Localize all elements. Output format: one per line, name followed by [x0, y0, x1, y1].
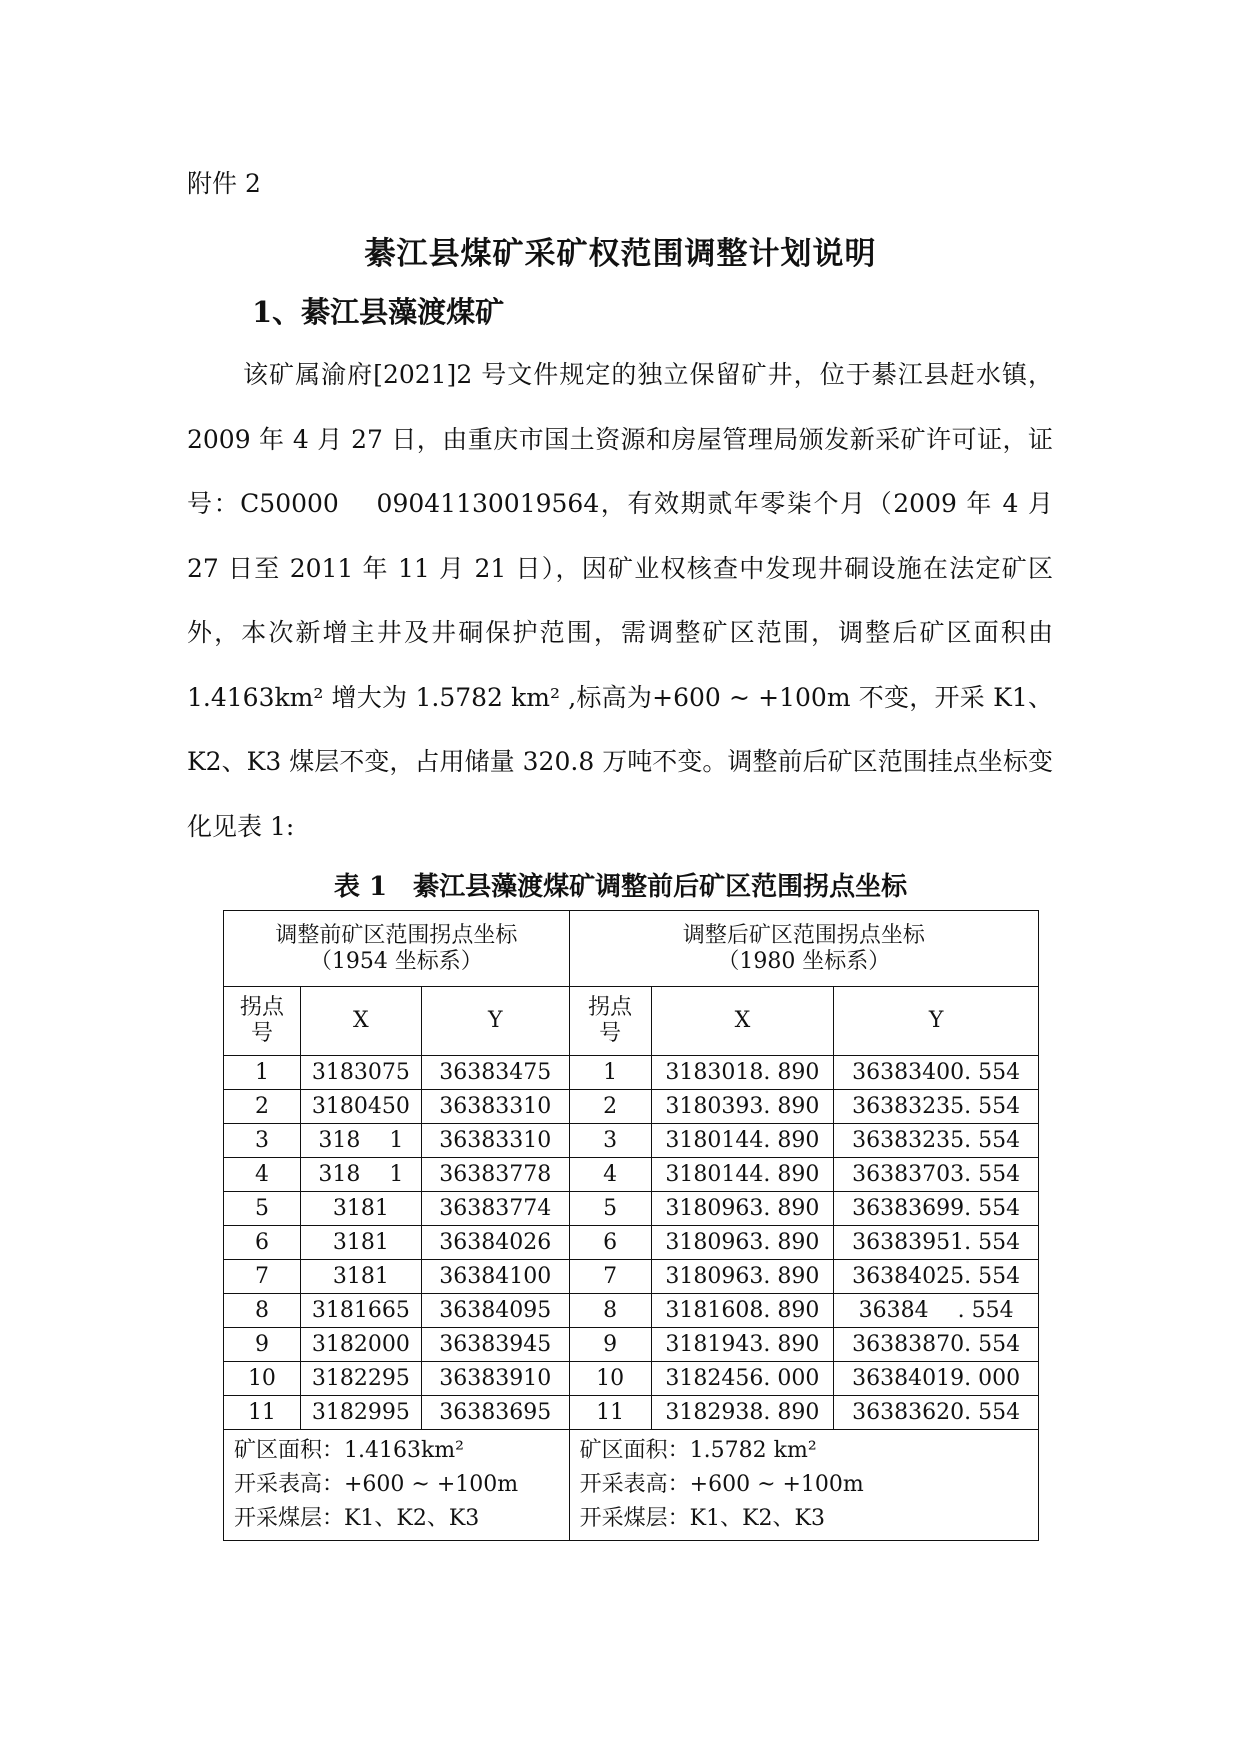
cell-point-after: 5	[569, 1192, 651, 1226]
cell-x-after: 3180963. 890	[651, 1260, 834, 1294]
table-row	[224, 1124, 1039, 1158]
cell-point-before: 7	[224, 1260, 301, 1294]
cell-point-before: 10	[224, 1362, 301, 1396]
table-column-header-row	[224, 987, 1039, 1056]
cell-point-before: 1	[224, 1056, 301, 1090]
cell-y-after: 36384 . 554	[834, 1294, 1039, 1328]
col-point-after: 拐点号	[569, 987, 651, 1056]
table-group-header-row	[224, 911, 1039, 987]
before-seams: 开采煤层：K1、K2、K3	[234, 1506, 480, 1531]
cell-point-after: 4	[569, 1158, 651, 1192]
cell-y-before: 36383945	[421, 1328, 569, 1362]
attachment-label: 附件 2	[187, 169, 261, 198]
before-system: （1954 坐标系）	[309, 948, 483, 974]
cell-point-after: 8	[569, 1294, 651, 1328]
before-header: 调整前矿区范围拐点坐标	[275, 922, 518, 948]
cell-point-after: 6	[569, 1226, 651, 1260]
after-area: 矿区面积：1.5782 km²	[579, 1438, 817, 1463]
cell-y-before: 36383774	[421, 1192, 569, 1226]
after-system: （1980 坐标系）	[717, 948, 891, 974]
cell-y-before: 36383310	[421, 1090, 569, 1124]
after-elevation: 开采表高：+600 ~ +100m	[579, 1472, 864, 1497]
cell-x-after: 3180963. 890	[651, 1226, 834, 1260]
col-point-before: 拐点号	[224, 987, 301, 1056]
before-area: 矿区面积：1.4163km²	[234, 1438, 464, 1463]
table-row	[224, 1056, 1039, 1090]
cell-x-before: 318 1	[300, 1158, 421, 1192]
cell-y-before: 36384095	[421, 1294, 569, 1328]
cell-x-after: 3183018. 890	[651, 1056, 834, 1090]
cell-point-after: 10	[569, 1362, 651, 1396]
cell-y-after: 36384019. 000	[834, 1362, 1039, 1396]
cell-y-after: 36383951. 554	[834, 1226, 1039, 1260]
table-row	[224, 1362, 1039, 1396]
table-row	[224, 1396, 1039, 1430]
cell-x-after: 3180393. 890	[651, 1090, 834, 1124]
after-summary	[569, 1430, 1038, 1541]
cell-point-before: 6	[224, 1226, 301, 1260]
cell-y-before: 36383475	[421, 1056, 569, 1090]
cell-x-before: 3181	[300, 1260, 421, 1294]
cell-y-before: 36384026	[421, 1226, 569, 1260]
col-y-after: Y	[834, 987, 1039, 1056]
cell-y-before: 36383910	[421, 1362, 569, 1396]
table-row	[224, 1158, 1039, 1192]
cell-y-after: 36383620. 554	[834, 1396, 1039, 1430]
cell-x-after: 3182938. 890	[651, 1396, 834, 1430]
cell-y-after: 36383703. 554	[834, 1158, 1039, 1192]
table-footer-row	[224, 1430, 1039, 1541]
cell-x-before: 3183075	[300, 1056, 421, 1090]
cell-point-after: 7	[569, 1260, 651, 1294]
cell-y-before: 36384100	[421, 1260, 569, 1294]
cell-y-before: 36383695	[421, 1396, 569, 1430]
cell-point-before: 5	[224, 1192, 301, 1226]
cell-y-before: 36383778	[421, 1158, 569, 1192]
body-paragraph	[187, 343, 1053, 859]
cell-point-before: 4	[224, 1158, 301, 1192]
coordinate-table	[223, 910, 1039, 1541]
table-row	[224, 1192, 1039, 1226]
col-y-before: Y	[421, 987, 569, 1056]
cell-point-before: 9	[224, 1328, 301, 1362]
after-header-cell	[569, 911, 1038, 987]
table-row	[224, 1260, 1039, 1294]
cell-y-after: 36383235. 554	[834, 1124, 1039, 1158]
table-row	[224, 1090, 1039, 1124]
cell-point-before: 8	[224, 1294, 301, 1328]
cell-x-before: 3181	[300, 1192, 421, 1226]
table-row	[224, 1328, 1039, 1362]
cell-x-before: 3182000	[300, 1328, 421, 1362]
cell-y-before: 36383310	[421, 1124, 569, 1158]
col-x-before: X	[300, 987, 421, 1056]
cell-y-after: 36384025. 554	[834, 1260, 1039, 1294]
cell-y-after: 36383235. 554	[834, 1090, 1039, 1124]
cell-x-before: 3180450	[300, 1090, 421, 1124]
cell-x-after: 3180963. 890	[651, 1192, 834, 1226]
cell-point-before: 3	[224, 1124, 301, 1158]
after-header: 调整后矿区范围拐点坐标	[682, 922, 925, 948]
before-header-cell	[224, 911, 570, 987]
cell-x-before: 3181665	[300, 1294, 421, 1328]
cell-y-after: 36383699. 554	[834, 1192, 1039, 1226]
cell-point-after: 9	[569, 1328, 651, 1362]
cell-point-after: 1	[569, 1056, 651, 1090]
table-row	[224, 1226, 1039, 1260]
cell-x-after: 3181943. 890	[651, 1328, 834, 1362]
cell-point-before: 2	[224, 1090, 301, 1124]
cell-point-after: 11	[569, 1396, 651, 1430]
after-seams: 开采煤层：K1、K2、K3	[579, 1506, 825, 1531]
cell-x-before: 318 1	[300, 1124, 421, 1158]
cell-x-after: 3180144. 890	[651, 1158, 834, 1192]
cell-x-after: 3182456. 000	[651, 1362, 834, 1396]
col-x-after: X	[651, 987, 834, 1056]
cell-point-after: 2	[569, 1090, 651, 1124]
cell-x-before: 3181	[300, 1226, 421, 1260]
cell-y-after: 36383870. 554	[834, 1328, 1039, 1362]
before-summary	[224, 1430, 570, 1541]
cell-y-after: 36383400. 554	[834, 1056, 1039, 1090]
cell-x-before: 3182995	[300, 1396, 421, 1430]
table-row	[224, 1294, 1039, 1328]
cell-x-after: 3181608. 890	[651, 1294, 834, 1328]
cell-x-after: 3180144. 890	[651, 1124, 834, 1158]
paragraph-text: 该矿属渝府[2021]2 号文件规定的独立保留矿井，位于綦江县赶水镇，2009 年 4 月 27 日，由重庆市国土资源和房屋管理局颁发新采矿许可证，证号：C50000 09041130019564，有效期贰年零柒个月（2009 年 4 月 27 日至 2011 年 11 月 21 日），因矿业权核查中发现井硐设施在法定矿区外，本次新增主井及井硐保护范围，需调整矿区范围，调整后矿区面积由 1.4163km² 增大为 1.5782 km² ,标高为+600 ~ +100m 不变，开采 K1、K2、K3 煤层不变，占用储量 320.8 万吨不变。调整前后矿区范围挂点坐标变化见表 1:	[187, 360, 1053, 841]
cell-point-after: 3	[569, 1124, 651, 1158]
document-title: 綦江县煤矿采矿权范围调整计划说明	[364, 236, 877, 272]
cell-x-before: 3182295	[300, 1362, 421, 1396]
table-caption: 表 1 綦江县藻渡煤矿调整前后矿区范围拐点坐标	[333, 872, 908, 902]
before-elevation: 开采表高：+600 ~ +100m	[234, 1472, 519, 1497]
cell-point-before: 11	[224, 1396, 301, 1430]
section-heading: 1、綦江县藻渡煤矿	[252, 295, 505, 329]
